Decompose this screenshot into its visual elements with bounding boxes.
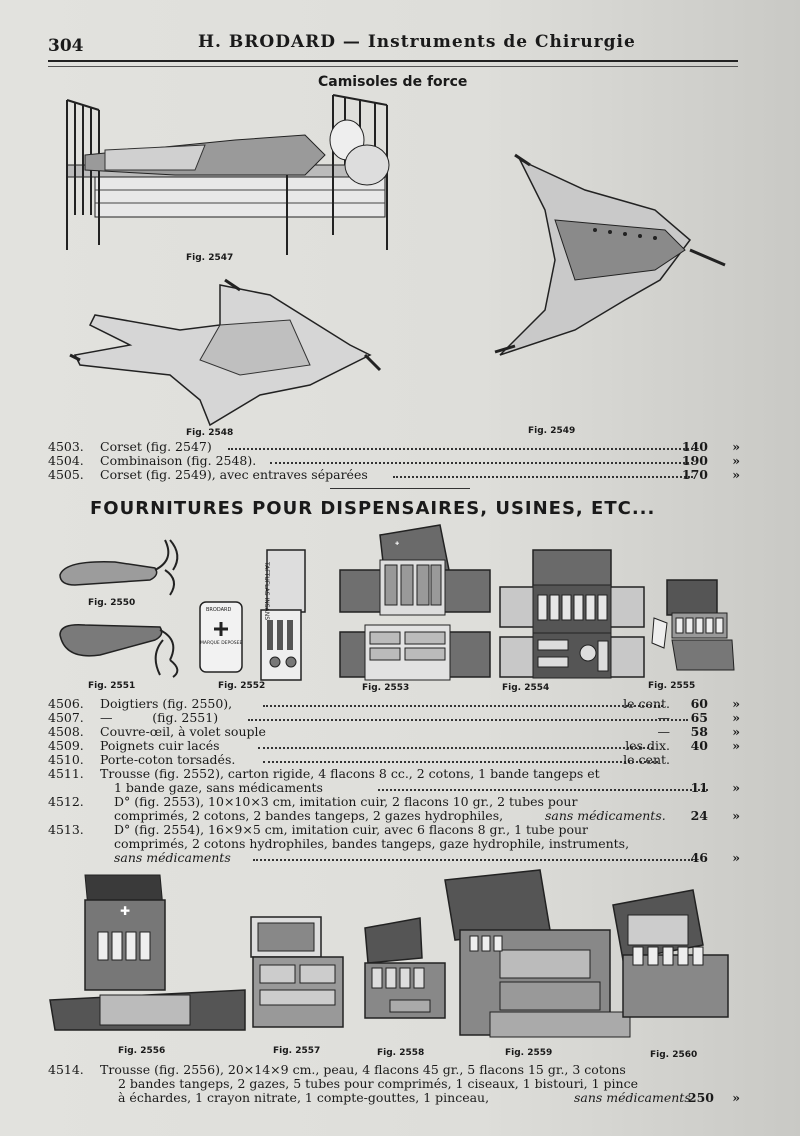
figure-caption-2560: Fig. 2560 — [650, 1050, 698, 1060]
list-item-4512-cont — [48, 809, 748, 823]
item-description-line1: D° (fig. 2553), 10×10×3 cm, imitation cuir, 2 flacons 10 gr., 2 tubes pour — [114, 794, 578, 809]
figure-caption-2553: Fig. 2553 — [362, 683, 410, 693]
figure-caption-2549: Fig. 2549 — [528, 426, 576, 436]
item-price-mark: » — [732, 850, 740, 865]
item-number: 4506. — [48, 696, 84, 711]
figure-caption-2556: Fig. 2556 — [118, 1046, 166, 1056]
illustration-fig-2547 — [55, 95, 395, 255]
figure-caption-2550: Fig. 2550 — [88, 598, 136, 608]
item-description-italic: sans médicaments. — [545, 808, 666, 823]
leader-dots — [263, 753, 658, 763]
item-unit: le cent. — [623, 696, 670, 711]
list-item-4505 — [48, 468, 748, 482]
item-number: 4507. — [48, 710, 84, 725]
item-description-line2: comprimés, 2 cotons, 2 bandes tangeps, 2 gazes hydrophiles, — [114, 808, 504, 823]
item-description-italic: sans médicaments — [574, 1090, 691, 1105]
page-header — [48, 30, 738, 62]
leader-dots — [228, 440, 693, 450]
illustration-fig-2550 — [55, 530, 185, 600]
figure-caption-2551: Fig. 2551 — [88, 681, 136, 691]
label-brodard: BRODARD — [206, 607, 232, 613]
section-title-fournitures: FOURNITURES POUR DISPENSAIRES, USINES, ETC... — [90, 498, 656, 519]
section-title-camisoles: Camisoles de force — [318, 74, 468, 90]
section-divider — [330, 488, 470, 489]
item-description: Porte-coton torsadés. — [100, 752, 236, 767]
list-item-4513-cont — [48, 837, 748, 851]
item-description: Combinaison (fig. 2548). — [100, 453, 257, 468]
item-price-mark: » — [732, 724, 740, 739]
item-price: 250 — [687, 1090, 714, 1105]
item-price: 190 — [681, 453, 708, 468]
illustration-fig-2551 — [55, 615, 185, 680]
item-description: Doigtiers (fig. 2550), — [100, 696, 233, 711]
page-number: 304 — [48, 36, 84, 56]
list-item-4512 — [48, 795, 748, 809]
item-price: 11 — [690, 780, 708, 795]
item-price: 170 — [681, 467, 708, 482]
illustration-fig-2556 — [50, 870, 250, 1040]
item-number: 4511. — [48, 766, 84, 781]
list-item-4506 — [48, 697, 748, 711]
item-unit: le cent. — [623, 752, 670, 767]
illustration-fig-2549 — [485, 150, 735, 360]
item-price: 60 — [690, 696, 708, 711]
item-price-mark: » — [732, 808, 740, 823]
label-tartuf: TAFTUFLAS INSANS — [263, 562, 270, 621]
list-item-4514-cont2 — [48, 1091, 748, 1105]
item-price-mark: » — [732, 439, 740, 454]
list-item-4513-cont2 — [48, 851, 748, 865]
item-number: 4505. — [48, 467, 84, 482]
item-price: 140 — [681, 439, 708, 454]
leader-dots — [263, 697, 663, 707]
illustration-fig-2552 — [195, 550, 310, 685]
list-item-4509 — [48, 739, 748, 753]
item-price: 65 — [690, 710, 708, 725]
item-number: 4513. — [48, 822, 84, 837]
item-price: 46 — [690, 850, 708, 865]
figure-caption-2557: Fig. 2557 — [273, 1046, 321, 1056]
figure-caption-2554: Fig. 2554 — [502, 683, 550, 693]
page-title: H. BRODARD — Instruments de Chirurgie — [198, 32, 636, 52]
item-description-line2: comprimés, 2 cotons hydrophiles, bandes tangeps, gaze hydrophile, instruments, — [114, 836, 630, 851]
leader-dots — [248, 711, 688, 721]
list-item-4513 — [48, 823, 748, 837]
item-description-line1: Trousse (fig. 2556), 20×14×9 cm., peau, 4 flacons 45 gr., 5 flacons 15 gr., 3 cotons — [100, 1062, 626, 1077]
item-description-line2: 2 bandes tangeps, 2 gazes, 5 tubes pour comprimés, 1 ciseaux, 1 bistouri, 1 pince — [118, 1076, 638, 1091]
item-description: Corset (fig. 2547) — [100, 439, 212, 454]
item-description-line1: D° (fig. 2554), 16×9×5 cm, imitation cuir, avec 6 flacons 8 gr., 1 tube pour — [114, 822, 589, 837]
item-description-line1: Trousse (fig. 2552), carton rigide, 4 flacons 8 cc., 2 cotons, 1 bande tangeps et — [100, 766, 600, 781]
item-price-mark: » — [732, 453, 740, 468]
figure-caption-2552: Fig. 2552 — [218, 681, 266, 691]
list-item-4511-cont — [48, 781, 748, 795]
leader-dots — [258, 739, 653, 749]
list-item-4508 — [48, 725, 748, 739]
list-item-4514-cont — [48, 1077, 748, 1091]
item-number: 4512. — [48, 794, 84, 809]
item-number: 4514. — [48, 1062, 84, 1077]
figure-caption-2559: Fig. 2559 — [505, 1048, 553, 1058]
leader-dots — [378, 781, 708, 791]
item-price: 58 — [690, 724, 708, 739]
illustration-fig-2554 — [498, 545, 646, 682]
figure-caption-2558: Fig. 2558 — [377, 1048, 425, 1058]
list-item-4510 — [48, 753, 748, 767]
list-item-4503 — [48, 440, 748, 454]
list-item-4514 — [48, 1063, 748, 1077]
list-item-4511 — [48, 767, 748, 781]
list-item-4504 — [48, 454, 748, 468]
item-number: 4503. — [48, 439, 84, 454]
item-unit: les dix. — [625, 738, 670, 753]
item-number: 4508. — [48, 724, 84, 739]
illustration-fig-2560 — [608, 885, 733, 1025]
item-price-mark: » — [732, 467, 740, 482]
illustration-fig-2555 — [652, 578, 737, 673]
item-description-italic: sans médicaments — [114, 850, 231, 865]
figure-caption-2547: Fig. 2547 — [186, 253, 234, 263]
figure-caption-2555: Fig. 2555 — [648, 681, 696, 691]
item-price-mark: » — [732, 738, 740, 753]
label-marque: MARQUE DEPOSEE — [200, 641, 243, 646]
item-unit: — — [657, 710, 670, 725]
svg-text:✚: ✚ — [120, 904, 131, 918]
item-unit: — — [657, 724, 670, 739]
header-rule — [48, 60, 738, 67]
item-price-mark: » — [732, 1090, 740, 1105]
item-number: 4510. — [48, 752, 84, 767]
item-number: 4509. — [48, 738, 84, 753]
list-item-4507 — [48, 711, 748, 725]
item-description: Poignets cuir lacés — [100, 738, 220, 753]
item-price: 24 — [690, 808, 708, 823]
item-price-mark: » — [732, 710, 740, 725]
illustration-fig-2548 — [70, 275, 390, 430]
item-price-mark: » — [732, 696, 740, 711]
svg-text:✚: ✚ — [395, 541, 400, 547]
item-description: Couvre-œil, à volet souple — [100, 724, 266, 739]
item-price-mark: » — [732, 780, 740, 795]
item-description: — (fig. 2551) — [100, 710, 219, 725]
item-price: 40 — [690, 738, 708, 753]
item-description-line2: 1 bande gaze, sans médicaments — [114, 780, 323, 795]
leader-dots — [270, 454, 693, 464]
illustration-fig-2553 — [335, 520, 495, 682]
item-description-line3: à échardes, 1 crayon nitrate, 1 compte-gouttes, 1 pinceau, — [118, 1090, 490, 1105]
leader-dots — [393, 468, 693, 478]
item-number: 4504. — [48, 453, 84, 468]
figure-caption-2548: Fig. 2548 — [186, 428, 234, 438]
leader-dots — [253, 851, 693, 861]
illustration-fig-2557 — [248, 915, 348, 1030]
item-description: Corset (fig. 2549), avec entraves séparées — [100, 467, 368, 482]
